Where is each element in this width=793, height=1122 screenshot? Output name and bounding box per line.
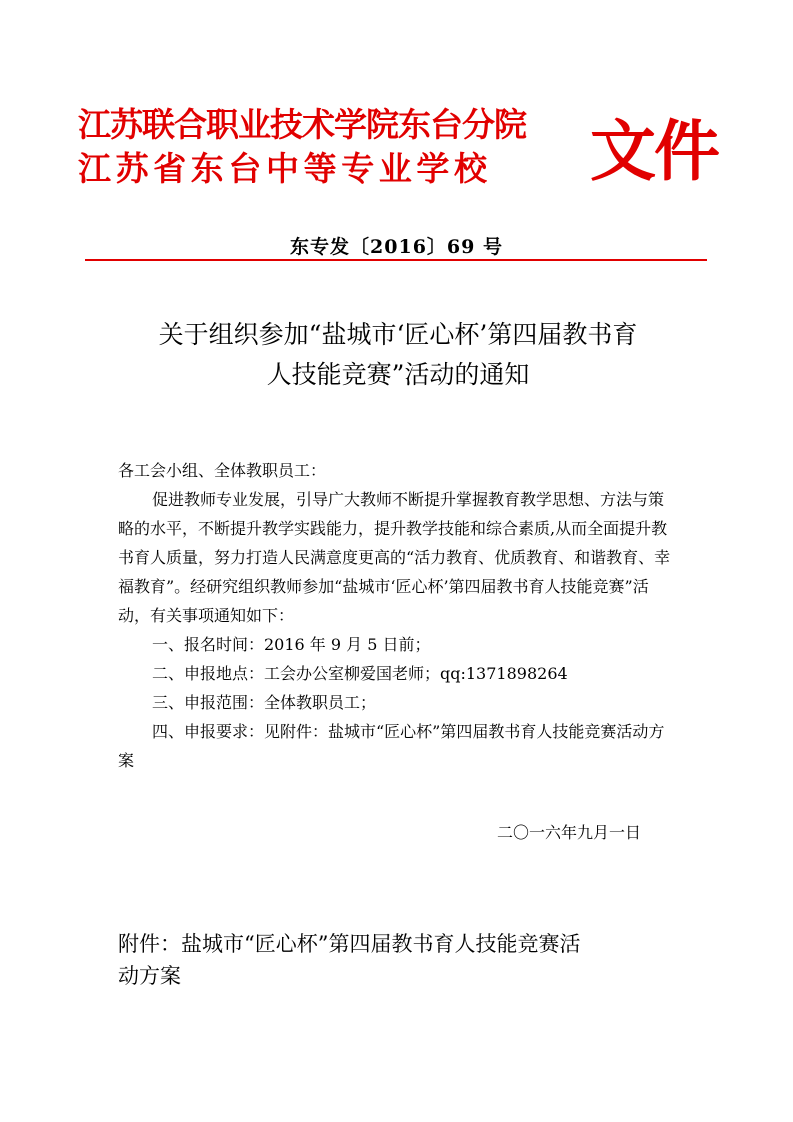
attachment-heading xyxy=(118,928,688,992)
notice-title-line-1: 关于组织参加“盐城市‘匠心杯’第四届教书育 xyxy=(158,320,638,349)
issuer-name-line-2: 江苏省东台中等专业学校 xyxy=(78,149,492,188)
list-item: 一、报名时间：2016 年 9 月 5 日前； xyxy=(152,635,431,654)
document-number: 东专发〔2016〕69 号 xyxy=(290,236,503,258)
list-item: 三、申报范围：全体教职员工； xyxy=(152,693,377,712)
salutation: 各工会小组、全体教职员工： xyxy=(118,461,327,480)
notice-title-line-2: 人技能竞赛”活动的通知 xyxy=(266,360,530,389)
list-item: 四、申报要求：见附件：盐城市“匠心杯”第四届教书育人技能竞赛活动方案 xyxy=(118,722,665,770)
issuer-block xyxy=(78,105,608,188)
notice-body xyxy=(118,456,678,775)
attachment-line-1: 附件：盐城市“匠心杯”第四届教书育人技能竞赛活 xyxy=(118,932,581,956)
document-type-label: 文件 xyxy=(590,112,718,190)
intro-paragraph: 促进教师专业发展，引导广大教师不断提升掌握教育教学思想、方法与策略的水平，不断提升教学实践能力，提升教学技能和综合素质,从而全面提升教书育人质量，努力打造人民满意度更高的“活力教育、优质教育、和谐教育、幸福教育”。经研究组织教师参加“盐城市‘匠心杯’第四届教书育人技能竞赛”活动，有关事项通知如下： xyxy=(118,490,671,625)
issuer-name-line-1: 江苏联合职业技术学院东台分院 xyxy=(78,105,526,144)
attachment-line-2: 动方案 xyxy=(118,964,181,988)
issue-date: 二〇一六年九月一日 xyxy=(497,823,642,842)
list-item: 二、申报地点：工会办公室柳爱国老师；qq:1371898264 xyxy=(152,664,568,683)
header-divider xyxy=(85,259,707,261)
notice-title xyxy=(112,315,684,395)
